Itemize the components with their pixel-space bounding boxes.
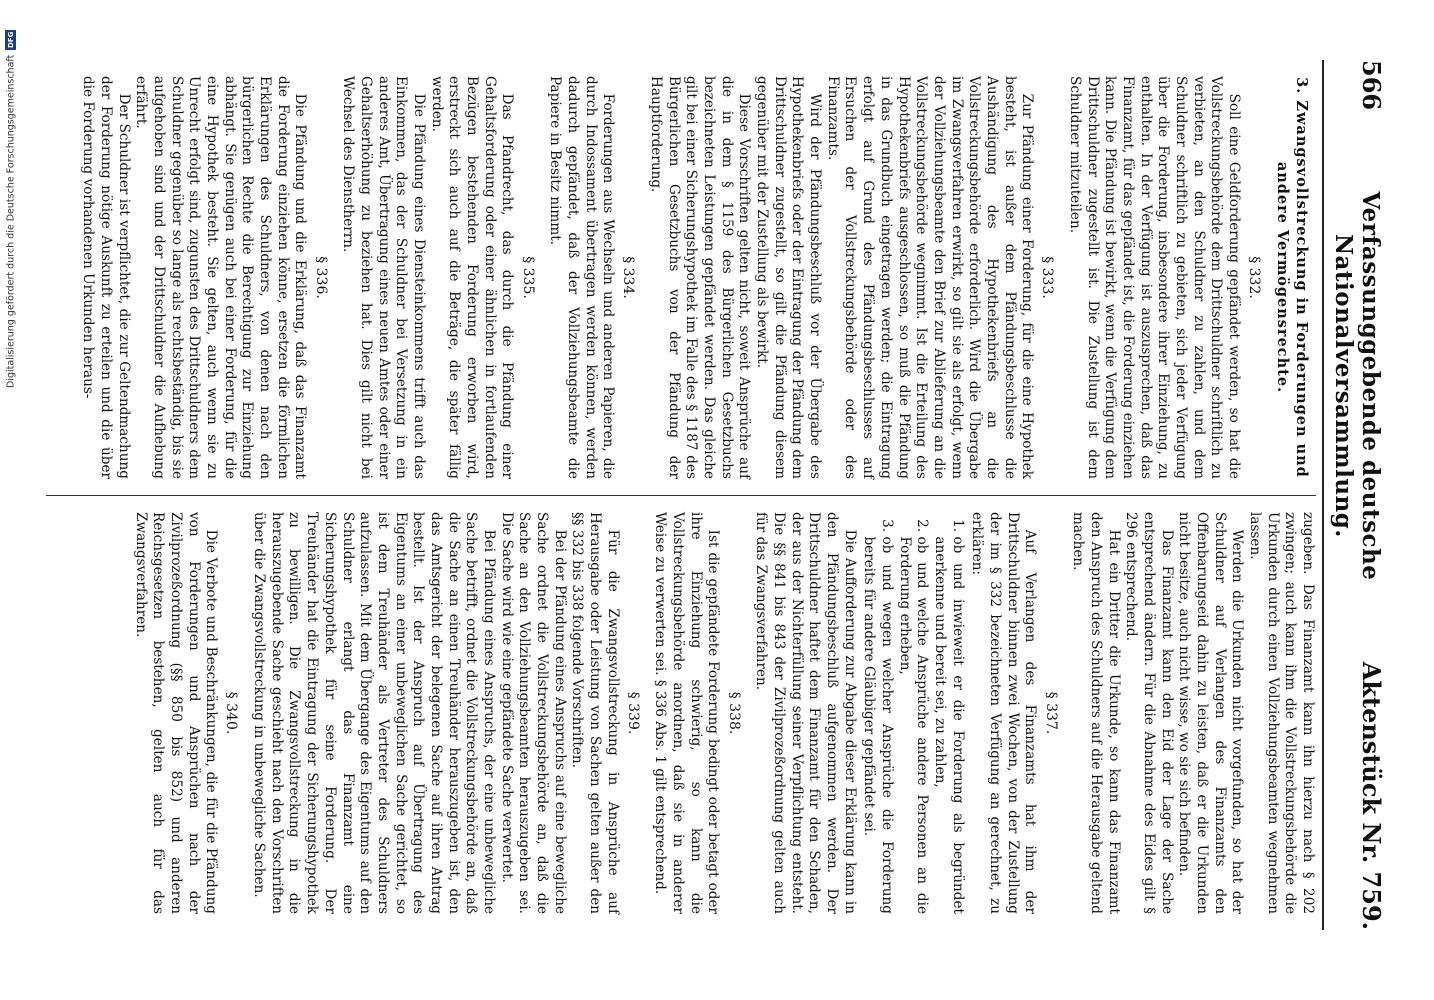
paragraph: Der Schuldner ist verpflichtet, die zur Geltendmachung der Forderung nötige Auskunft zu erteilen und die über die Forderung vorhandenen Urkunden heraus-: [80, 76, 132, 479]
section-number: § 338.: [725, 691, 742, 735]
paragraph: Bei Pfändung eines Anspruchs, der eine unbewegliche Sache betrifft, ordnet die Vollstreckungsbehörde an, daß die Sache an einen Treuhänder herauszugeben ist, den das Amtsgericht der belegenen Sache auf ihren Antrag bestellt. Ist der Anspruch auf Übertragung des Eigentums an einer unbeweglichen Sache gerichtet, so ist dem Treuhänder als Vertreter des Schuldners aufzulassen. Mit dem Übergange des Eigentums auf den Schuldner erlangt das Finanzamt eine Sicherungshypothek für seine Forderung. Der Treuhänder hat die Eintragung der Sicherungshypothek zu bewilligen. Die Zwangsvollstreckung in die herauszugebende Sache geschieht nach den Vorschriften über die Zwangsvollstreckung in unbewegliche Sachen.: [251, 512, 497, 914]
paragraph: Soll eine Geldforderung gepfändet werden, so hat die Vollstreckungsbehörde dem Drittschuldner schriftlich zu verbieten, an den Schuldner zu zahlen, und dem Schuldner schriftlich zu gebieten, sich jeder Verfügung über die Forderung, insbesondere ihrer Einziehung, zu enthalten. In der Verfügung ist auszusprechen, daß das Finanzamt, für das gepfändet ist, die Forderung einziehen kann. Die Pfändung ist bewirkt, wenn die Verfügung dem Drittschuldner zugestellt ist. Die Zustellung ist dem Schuldner mitzuteilen.: [1067, 76, 1243, 479]
list-item: 3. ob und wegen welcher Ansprüche die Forderung bereits für andere Gläubiger gepfändet sei.: [860, 536, 895, 914]
text-columns: [46, 60, 1316, 930]
paragraph: Diese Vorschriften gelten nicht, soweit Ansprüche auf die in dem § 1159 des Bürgerlichen Gesetzbuchs bezeichneten Leistungen gepfändet werden. Das gleiche gilt bei einer Sicherungshypothek im Falle des § 1187 des Bürgerlichen Gesetzbuchs von der Pfändung der Hauptforderung.: [648, 76, 753, 479]
section-number: § 332.: [1246, 256, 1263, 299]
paragraph: Hat ein Dritter die Urkunde, so kann das Finanzamt den Anspruch des Schuldners auf die Herausgabe geltend machen.: [1070, 512, 1122, 914]
paragraph: zugeben. Das Finanzamt kann ihn hierzu nach § 202 zwingen; auch kann ihm die Vollstreckungsbehörde die Urkunden durch einen Vollziehungsbeamten wegnehmen lassen.: [1246, 512, 1316, 914]
section-number: § 337.: [1042, 691, 1059, 735]
paragraph: Werden die Urkunden nicht vorgefunden, so hat der Schuldner auf Verlangen des Finanzamts den Offenbarungseid dahin zu leisten, daß er die Urkunden nicht besitze, auch nicht wisse, wo sie sich befinden.: [1176, 512, 1246, 914]
paragraph: Das Finanzamt kann den Eid der Lage der Sache entsprechend ändern. Für die Abnahme des Eides gilt § 296 entsprechend.: [1123, 512, 1175, 914]
paragraph: Die Aufforderung zur Abgabe dieser Erklärung kann in den Pfändungsbeschluß aufgenommen werden. Der Drittschuldner haftet dem Finanzamt für den Schaden, der aus der Nichterfüllung seiner Verpflichtung entsteht. Die §§ 841 bis 843 der Zivilprozeßordnung gelten auch für das Zwangsverfahren.: [753, 512, 858, 914]
list-item: 2. ob und welche Ansprüche andere Personen an die Forderung erheben,: [895, 536, 930, 914]
credit-text: Digitalisierung gefördert durch die Deutsche Forschungsgemeinschaft: [5, 55, 17, 389]
section-number: § 334.: [620, 256, 637, 299]
section-number: § 333.: [1039, 256, 1056, 299]
list-item: 1. ob und inwieweit er die Forderung als begründet anerkenne und bereit sei, zu zahlen,: [930, 536, 965, 914]
digitization-credit: [2, 30, 20, 985]
enumerated-list: [860, 512, 966, 914]
paragraph: Auf Verlangen des Finanzamts hat ihm der Drittschuldner binnen zwei Wochen, von der Zustellung der im § 332 bezeichneten Verfügung an gerechnet, zu erklären:: [969, 512, 1039, 914]
page-header: [1322, 60, 1386, 930]
paragraph: Die Verbote und Beschränkungen, die für die Pfändung von Forderungen und Ansprüchen nach der Zivilprozeßordnung (§§ 850 bis 852) und anderen Reichsgesetzen bestehen, gelten auch für das Zwangsverfahren.: [132, 512, 220, 914]
paragraph: Ist die gepfändete Forderung bedingt oder betagt oder ihre Einziehung schwierig, so kann die Vollstreckungsbehörde anordnen, daß sie in anderer Weise zu verwerten sei. § 336 Abs. 1 gilt entsprechend.: [652, 512, 722, 914]
paragraph: Bei der Pfändung eines Anspruchs auf eine bewegliche Sache ordnet die Vollstreckungsbehörde an, daß die Sache an den Vollziehungsbeamten herauszugeben sei. Die Sache wird wie eine gepfändete Sache verwertet.: [498, 512, 568, 914]
paragraph: Zur Pfändung einer Forderung, für die eine Hypothek besteht, ist außer dem Pfändungsbeschlusse die Aushändigung des Hypothekenbriefs an die Vollstreckungsbehörde erforderlich. Wird die Übergabe im Zwangsverfahren erwirkt, so gilt sie als erfolgt, wenn der Vollziehungsbeamte den Brief zur Ablieferung an die Vollstreckungsbehörde wegnimmt. Ist die Erteilung des Hypothekenbriefs ausgeschlossen, so muß die Pfändung in das Grundbuch eingetragen werden; die Eintragung erfolgt auf Grund des Pfändungsbeschlusses auf Ersuchen der Vollstreckungsbehörde oder des Finanzamts.: [824, 76, 1036, 479]
left-column: [46, 60, 1316, 495]
page-number: 566: [1357, 60, 1386, 111]
paragraph: Das Pfandrecht, das durch die Pfändung einer Gehaltsforderung oder einer ähnlichen in fortlaufenden Bezügen bestehenden Forderung erworben wird, erstreckt sich auch auf die Beträge, die später fällig werden.: [428, 76, 516, 479]
paragraph: Für die Zwangsvollstreckung in Ansprüche auf Herausgabe oder Leistung von Sachen gelten außer den §§ 332 bis 338 folgende Vorschriften.: [569, 512, 621, 914]
paragraph: Die Pfändung und die Erklärung, daß das Finanzamt die Forderung einziehen könne, ersetzen die förmlichen Erklärungen des Schuldners, von denen nach den bürgerlichen Rechte die Berechtigung zur Einziehung abhängt. Sie genügen auch bei einer Forderung, für die eine Hypothek besteht. Sie gelten, auch wenn sie zu Unrecht erfolgt sind, zugunsten des Drittschuldners dem Schuldner gegenüber so lange als rechtsbeständig, bis sie aufgehoben sind und der Drittschuldner die Aufhebung erfährt.: [133, 76, 309, 479]
paragraph: Wird der Pfändungsbeschluß vor der Übergabe des Hypothekenbriefs oder der Eintragung der Pfändung dem Drittschuldner zugestellt, so gilt die Pfändung diesem gegenüber mit der Zustellung als bewirkt.: [754, 76, 824, 479]
document-number: Aktenstück Nr. 759.: [1357, 661, 1386, 930]
paragraph: Die Pfändung eines Diensteinkommens trifft auch das Einkommen, das der Schuldner bei Versetzung in ein anderes Amt, Übertragung eines neuen Amtes oder einer Gehaltserhöhung zu beziehen hat. Dies gilt nicht bei Wechsel des Dienstherrn.: [340, 76, 428, 479]
page-title: Verfassunggebende deutsche Nationalversammlung.: [1330, 191, 1384, 581]
paragraph: Forderungen aus Wechseln und anderen Papieren, die durch Indossament übertragen werden können, werden dadurch gepfändet, daß der Vollziehungsbeamte die Papiere in Besitz nimmt.: [547, 76, 617, 479]
section-number: § 339.: [624, 691, 641, 735]
section-number: § 335.: [519, 256, 536, 299]
chapter-heading: 3. Zwangsvollstreckung in Forderungen und andere Vermögensrechte.: [1274, 77, 1310, 478]
right-column: [46, 495, 1316, 930]
dfg-logo: DFG: [7, 31, 15, 49]
section-number: § 336.: [312, 256, 329, 299]
section-number: § 340.: [223, 691, 240, 735]
